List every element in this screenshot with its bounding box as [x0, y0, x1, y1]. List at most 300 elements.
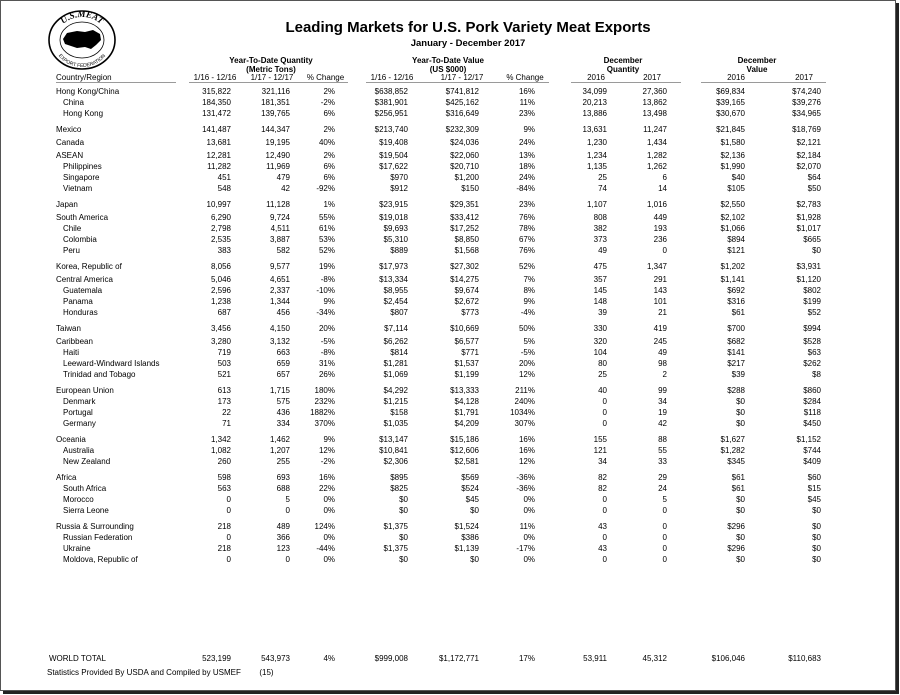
table-cell: 11,969 [266, 162, 290, 171]
table-cell: 52% [518, 262, 535, 271]
table-cell: 21 [658, 308, 667, 317]
table-cell: 11% [519, 98, 535, 107]
sub-country-row [1, 108, 895, 119]
table-cell: $0 [812, 533, 821, 542]
table-cell: 659 [276, 359, 290, 368]
table-cell: 0% [323, 506, 335, 515]
table-cell: $1,375 [383, 522, 408, 531]
col-header-ytd-qty-2017: 1/17 - 12/17 [250, 73, 294, 82]
table-cell: 245 [653, 337, 667, 346]
table-cell: $1,120 [796, 275, 821, 284]
table-cell: 11% [519, 522, 535, 531]
table-cell: 12% [518, 457, 535, 466]
table-cell: 76% [518, 213, 535, 222]
sub-country-row [1, 494, 895, 505]
table-cell: $296 [727, 522, 745, 531]
table-cell: -44% [316, 544, 335, 553]
table-cell: 24 [658, 484, 667, 493]
table-cell: 43 [598, 522, 607, 531]
table-cell: 6 [662, 173, 667, 182]
region-row [1, 212, 895, 223]
table-cell: $105 [727, 184, 745, 193]
sub-country-row [1, 532, 895, 543]
country-name: Colombia [63, 235, 97, 244]
country-name: Hong Kong [63, 109, 104, 118]
table-cell: 155 [593, 435, 607, 444]
table-cell: 330 [593, 324, 607, 333]
region-row [1, 521, 895, 532]
table-cell: 663 [276, 348, 290, 357]
country-name: Morocco [63, 495, 94, 504]
table-cell: 13% [518, 151, 535, 160]
table-cell: 50% [518, 324, 535, 333]
table-cell: $19,504 [379, 151, 408, 160]
table-cell: $158 [390, 408, 408, 417]
table-cell: $665 [803, 235, 821, 244]
total-cell: $1,172,771 [438, 654, 479, 663]
table-cell: 27,360 [642, 87, 667, 96]
table-cell: $1,141 [720, 275, 745, 284]
table-cell: $1,568 [454, 246, 479, 255]
country-name: Chile [63, 224, 82, 233]
table-cell: $52 [807, 308, 821, 317]
col-header-dec-val-2017: 2017 [795, 73, 813, 82]
table-cell: $0 [470, 506, 479, 515]
table-cell: 1% [323, 200, 335, 209]
table-cell: $2,070 [796, 162, 821, 171]
country-name: Africa [56, 473, 77, 482]
table-cell: 0 [285, 506, 290, 515]
table-cell: -5% [520, 348, 535, 357]
region-row [1, 434, 895, 445]
table-cell: 218 [217, 522, 231, 531]
table-cell: 76% [518, 246, 535, 255]
report-title: Leading Markets for U.S. Pork Variety Meat Exports [285, 19, 651, 36]
table-cell: $0 [736, 495, 745, 504]
table-cell: 20% [318, 324, 335, 333]
region-row [1, 124, 895, 135]
total-cell: 543,973 [261, 654, 290, 663]
table-cell: 25 [598, 370, 607, 379]
table-cell: 11,247 [643, 125, 667, 134]
table-cell: $1,069 [383, 370, 408, 379]
table-cell: $0 [399, 495, 408, 504]
table-cell: $1,199 [454, 370, 479, 379]
table-cell: $18,769 [792, 125, 821, 134]
table-cell: $807 [390, 308, 408, 317]
table-cell: 61% [318, 224, 335, 233]
table-cell: $256,951 [374, 109, 408, 118]
table-cell: -4% [520, 308, 535, 317]
col-header-ytd-qty-2016: 1/16 - 12/16 [193, 73, 237, 82]
table-cell: $425,162 [445, 98, 479, 107]
table-cell: $14,275 [450, 275, 479, 284]
table-cell: 22 [222, 408, 231, 417]
table-cell: $23,915 [379, 200, 408, 209]
table-cell: 181,351 [261, 98, 290, 107]
table-cell: $2,102 [720, 213, 745, 222]
table-cell: $773 [461, 308, 479, 317]
footer-note [47, 667, 274, 678]
country-name: Leeward-Windward Islands [63, 359, 160, 368]
table-cell: $15 [807, 484, 821, 493]
table-cell: 141,487 [202, 125, 231, 134]
table-cell: $10,669 [450, 324, 479, 333]
table-cell: $1,282 [720, 446, 745, 455]
table-cell: 808 [593, 213, 607, 222]
table-cell: $217 [727, 359, 745, 368]
table-cell: $2,136 [720, 151, 745, 160]
table-cell: $121 [727, 246, 745, 255]
table-cell: 0 [226, 506, 231, 515]
table-cell: $20,710 [450, 162, 479, 171]
table-cell: 2,337 [269, 286, 290, 295]
table-cell: 19% [318, 262, 335, 271]
table-cell: 104 [593, 348, 607, 357]
table-cell: $17,622 [379, 162, 408, 171]
table-cell: $232,309 [445, 125, 479, 134]
table-cell: 503 [217, 359, 231, 368]
table-cell: 98 [658, 359, 667, 368]
table-cell: 1,347 [646, 262, 667, 271]
table-cell: 22% [318, 484, 335, 493]
table-cell: $802 [803, 286, 821, 295]
region-row [1, 86, 895, 97]
region-row [1, 336, 895, 347]
table-cell: 34,099 [582, 87, 607, 96]
table-cell: 6,290 [210, 213, 231, 222]
table-cell: 0% [523, 506, 535, 515]
table-cell: 82 [598, 473, 607, 482]
table-cell: 688 [276, 484, 290, 493]
table-cell: -17% [516, 544, 535, 553]
country-name: Oceania [56, 435, 86, 444]
region-row [1, 472, 895, 483]
table-cell: $569 [461, 473, 479, 482]
table-cell: 366 [276, 533, 290, 542]
header-underline [189, 82, 348, 83]
table-cell: $970 [390, 173, 408, 182]
table-cell: 521 [217, 370, 231, 379]
table-cell: 24% [518, 138, 535, 147]
world-total-row [1, 653, 895, 664]
table-cell: $39 [731, 370, 745, 379]
table-cell: 13,631 [582, 125, 607, 134]
table-cell: -36% [516, 484, 535, 493]
table-cell: $638,852 [374, 87, 408, 96]
table-cell: 13,498 [642, 109, 667, 118]
table-cell: $0 [736, 419, 745, 428]
table-cell: $33,412 [450, 213, 479, 222]
table-cell: 2,535 [210, 235, 231, 244]
table-cell: $69,834 [716, 87, 745, 96]
region-row [1, 261, 895, 272]
table-cell: 88 [658, 435, 667, 444]
table-cell: $5,310 [383, 235, 408, 244]
table-cell: 3,456 [210, 324, 231, 333]
table-cell: $0 [736, 506, 745, 515]
table-cell: 33 [658, 457, 667, 466]
table-cell: 451 [217, 173, 231, 182]
table-cell: 18% [518, 162, 535, 171]
table-cell: 8,056 [210, 262, 231, 271]
table-cell: 5% [523, 337, 535, 346]
country-name: Philippines [63, 162, 102, 171]
table-cell: 5,046 [210, 275, 231, 284]
table-cell: 548 [217, 184, 231, 193]
table-cell: $0 [736, 555, 745, 564]
table-cell: 307% [514, 419, 535, 428]
table-cell: 6% [323, 109, 335, 118]
table-cell: $262 [803, 359, 821, 368]
table-cell: 74 [598, 184, 607, 193]
table-cell: 0 [602, 397, 607, 406]
table-cell: $21,845 [716, 125, 745, 134]
table-cell: 25 [598, 173, 607, 182]
table-cell: $17,973 [379, 262, 408, 271]
table-cell: 0 [602, 555, 607, 564]
table-cell: $45 [465, 495, 479, 504]
table-cell: $64 [807, 173, 821, 182]
table-cell: $61 [731, 484, 745, 493]
table-cell: 49 [658, 348, 667, 357]
country-name: South Africa [63, 484, 107, 493]
table-cell: 23% [518, 200, 535, 209]
country-name: Trinidad and Tobago [63, 370, 136, 379]
sub-country-row [1, 347, 895, 358]
table-cell: 4,511 [270, 224, 290, 233]
sub-country-row [1, 245, 895, 256]
table-cell: $8 [812, 370, 821, 379]
col-header-ytd-qty-change: % Change [306, 73, 345, 82]
table-cell: 1,434 [646, 138, 667, 147]
table-cell: 31% [318, 359, 335, 368]
header-underline [366, 82, 549, 83]
report-subtitle: January - December 2017 [410, 38, 526, 49]
table-cell: 7% [523, 275, 535, 284]
table-cell: 0% [323, 555, 335, 564]
table-cell: 0 [662, 506, 667, 515]
table-cell: 2% [323, 151, 335, 160]
table-cell: 148 [593, 297, 607, 306]
table-cell: $213,740 [374, 125, 408, 134]
table-cell: 1,462 [269, 435, 290, 444]
table-cell: 23% [518, 109, 535, 118]
table-cell: 1,207 [269, 446, 290, 455]
table-cell: 9% [323, 297, 335, 306]
table-cell: $0 [812, 522, 821, 531]
table-cell: $19,408 [379, 138, 408, 147]
table-cell: $199 [803, 297, 821, 306]
table-cell: $74,240 [792, 87, 821, 96]
table-cell: $771 [461, 348, 479, 357]
country-name: Hong Kong/China [56, 87, 120, 96]
table-cell: $27,302 [450, 262, 479, 271]
country-name: Singapore [63, 173, 100, 182]
table-cell: 315,822 [202, 87, 231, 96]
header-underline [701, 82, 826, 83]
table-cell: 613 [217, 386, 231, 395]
table-cell: $1,537 [454, 359, 479, 368]
table-cell: $345 [727, 457, 745, 466]
table-cell: $4,209 [454, 419, 479, 428]
table-cell: $9,693 [383, 224, 408, 233]
sub-country-row [1, 445, 895, 456]
table-cell: $19,018 [379, 213, 408, 222]
table-cell: 321,116 [261, 87, 290, 96]
table-cell: $12,606 [450, 446, 479, 455]
table-cell: $2,550 [720, 200, 745, 209]
table-cell: -8% [320, 348, 335, 357]
table-cell: 82 [598, 484, 607, 493]
table-cell: 436 [276, 408, 290, 417]
table-cell: 9,724 [269, 213, 290, 222]
table-cell: 0 [285, 555, 290, 564]
table-cell: $118 [803, 408, 821, 417]
table-cell: 144,347 [261, 125, 290, 134]
total-cell: 17% [518, 654, 535, 663]
table-cell: 2 [662, 370, 667, 379]
table-cell: $29,351 [450, 200, 479, 209]
group-ytd-quantity: Year-To-Date Quantity (Metric Tons) [229, 56, 313, 74]
table-cell: $30,670 [716, 109, 745, 118]
table-cell: -92% [316, 184, 335, 193]
total-cell: 523,199 [202, 654, 231, 663]
table-cell: 0 [662, 522, 667, 531]
total-cell: 4% [323, 654, 335, 663]
table-cell: 0% [523, 533, 535, 542]
total-cell: $999,008 [374, 654, 408, 663]
table-cell: 2,596 [210, 286, 231, 295]
country-name: Canada [56, 138, 85, 147]
table-cell: 475 [593, 262, 607, 271]
table-cell: $0 [736, 397, 745, 406]
table-cell: 49 [598, 246, 607, 255]
sub-country-row [1, 223, 895, 234]
sub-country-row [1, 307, 895, 318]
table-cell: 42 [281, 184, 290, 193]
country-name: European Union [56, 386, 114, 395]
table-cell: $13,147 [379, 435, 408, 444]
table-cell: 11,128 [266, 200, 290, 209]
table-cell: 489 [276, 522, 290, 531]
table-cell: $61 [731, 473, 745, 482]
table-cell: 16% [518, 446, 535, 455]
table-cell: 0 [662, 555, 667, 564]
col-header-ytd-val-2016: 1/16 - 12/16 [370, 73, 414, 82]
table-cell: 9,577 [269, 262, 290, 271]
table-cell: $0 [736, 533, 745, 542]
table-cell: $2,581 [454, 457, 479, 466]
table-cell: 2% [323, 125, 335, 134]
table-cell: 0 [226, 555, 231, 564]
table-cell: 236 [653, 235, 667, 244]
table-cell: 99 [658, 386, 667, 395]
table-cell: $4,292 [383, 386, 408, 395]
table-cell: 0% [323, 495, 335, 504]
table-cell: 13,886 [582, 109, 607, 118]
table-cell: 320 [593, 337, 607, 346]
table-cell: $894 [727, 235, 745, 244]
table-cell: $1,152 [796, 435, 821, 444]
table-cell: $60 [807, 473, 821, 482]
table-cell: 4,150 [269, 324, 290, 333]
table-cell: $0 [399, 506, 408, 515]
table-cell: 20,213 [582, 98, 607, 107]
country-name: Sierra Leone [63, 506, 109, 515]
country-name: Portugal [63, 408, 93, 417]
table-cell: $386 [461, 533, 479, 542]
table-cell: $1,215 [383, 397, 408, 406]
table-cell: 143 [653, 286, 667, 295]
table-cell: 139,765 [261, 109, 290, 118]
table-cell: $50 [807, 184, 821, 193]
table-cell: 52% [318, 246, 335, 255]
table-cell: $150 [461, 184, 479, 193]
country-name: Ukraine [63, 544, 91, 553]
table-cell: 1,715 [269, 386, 290, 395]
table-cell: 6% [323, 162, 335, 171]
table-cell: 719 [217, 348, 231, 357]
table-cell: 80 [598, 359, 607, 368]
sub-country-row [1, 234, 895, 245]
table-cell: 383 [217, 246, 231, 255]
table-cell: $741,812 [445, 87, 479, 96]
table-cell: 67% [518, 235, 535, 244]
table-cell: $2,454 [383, 297, 408, 306]
sub-country-row [1, 418, 895, 429]
table-cell: 255 [276, 457, 290, 466]
table-cell: 0 [662, 544, 667, 553]
table-cell: $6,577 [454, 337, 479, 346]
table-cell: 456 [276, 308, 290, 317]
table-cell: $8,850 [454, 235, 479, 244]
table-cell: $381,901 [374, 98, 408, 107]
table-cell: $17,252 [450, 224, 479, 233]
table-cell: $316,649 [445, 109, 479, 118]
table-cell: $2,783 [796, 200, 821, 209]
table-cell: 211% [515, 386, 535, 395]
table-cell: $1,066 [720, 224, 745, 233]
region-row [1, 323, 895, 334]
table-cell: 1034% [510, 408, 535, 417]
country-name: Russian Federation [63, 533, 133, 542]
footer-source: Statistics Provided By USDA and Compiled by USMEF [47, 668, 241, 677]
table-cell: 24% [518, 173, 535, 182]
table-cell: $288 [727, 386, 745, 395]
table-cell: 12% [318, 446, 335, 455]
table-cell: 16% [318, 473, 335, 482]
table-cell: 0 [662, 533, 667, 542]
total-cell: $110,683 [788, 654, 821, 663]
region-row [1, 385, 895, 396]
table-cell: $1,990 [720, 162, 745, 171]
table-cell: -36% [516, 473, 535, 482]
total-cell: $106,046 [711, 654, 745, 663]
sub-country-row [1, 396, 895, 407]
table-cell: 373 [593, 235, 607, 244]
col-header-dec-qty-2016: 2016 [587, 73, 605, 82]
table-cell: $1,524 [454, 522, 479, 531]
country-name: Moldova, Republic of [63, 555, 138, 564]
table-cell: $0 [399, 533, 408, 542]
table-cell: 334 [276, 419, 290, 428]
table-cell: $0 [470, 555, 479, 564]
table-cell: 357 [593, 275, 607, 284]
table-cell: $528 [803, 337, 821, 346]
table-cell: 40% [318, 138, 335, 147]
table-cell: 34 [658, 397, 667, 406]
